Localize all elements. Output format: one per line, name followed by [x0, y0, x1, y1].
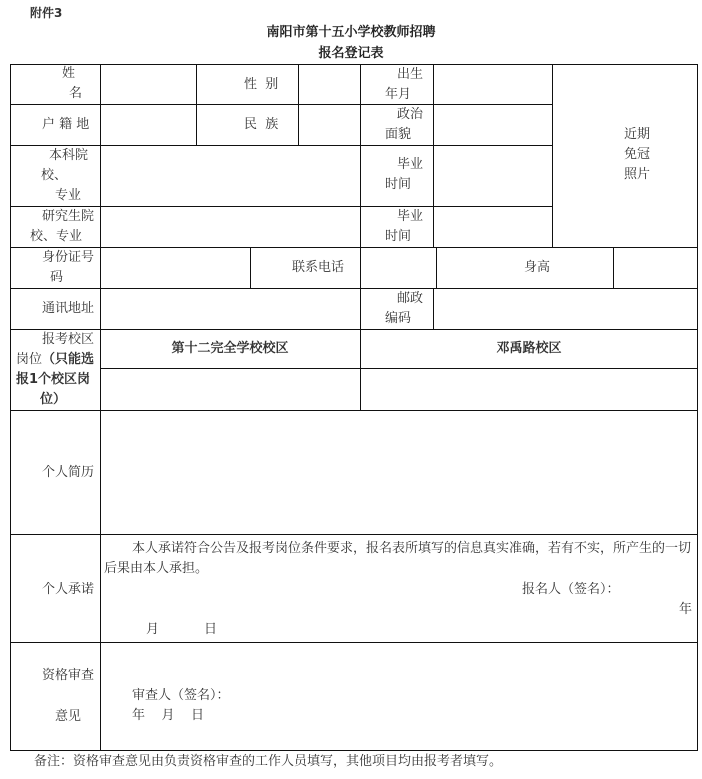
form-subtitle: 报名登记表 [318, 46, 384, 61]
label-birth-2: 年月 [385, 87, 412, 102]
grid-line [10, 104, 553, 105]
grid-line [433, 288, 434, 330]
grid-line [436, 247, 437, 289]
label-birth-1: 出生 [397, 67, 424, 82]
label-biye1-2: 时间 [385, 177, 412, 192]
label-gender: 性 别 [244, 77, 279, 92]
footnote: 备注：资格审查意见由负责资格审查的工作人员填写，其他项目均由报考者填写。 [34, 754, 503, 769]
grid-line [697, 64, 698, 751]
label-zhengzhi-2: 面貌 [385, 127, 412, 142]
campus-option-b: 邓禹路校区 [496, 341, 562, 356]
label-photo-3: 照片 [624, 167, 651, 182]
label-review-1: 资格审查 [42, 668, 95, 683]
label-pledge: 个人承诺 [42, 582, 95, 597]
label-yanjiu-2: 校、专业 [30, 229, 83, 244]
label-campus-4: 位） [40, 392, 67, 407]
pledge-text-2: 后果由本人承担。 [104, 561, 209, 576]
grid-line [433, 64, 434, 248]
label-zhengzhi-1: 政治 [397, 107, 424, 122]
grid-line [10, 329, 698, 330]
grid-line [552, 64, 553, 248]
label-address: 通讯地址 [42, 301, 95, 316]
grid-line [10, 534, 698, 535]
label-huji: 户 籍 地 [42, 117, 90, 132]
label-minzu: 民 族 [244, 117, 279, 132]
pledge-month: 月 [146, 622, 160, 637]
grid-line [298, 64, 299, 146]
grid-line [10, 410, 698, 411]
grid-line [196, 64, 197, 146]
label-idcard-1: 身份证号 [42, 250, 95, 265]
label-phone: 联系电话 [292, 260, 345, 275]
pledge-year: 年 [679, 602, 693, 617]
label-biye2-1: 毕业 [397, 209, 424, 224]
label-benke-1: 本科院 [49, 148, 89, 163]
grid-line [10, 750, 698, 751]
grid-line [10, 247, 698, 248]
pledge-text-1: 本人承诺符合公告及报考岗位条件要求，报名表所填写的信息真实准确，若有不实，所产生的一切 [132, 541, 692, 556]
pledge-signer: 报名人（签名）： [522, 582, 620, 597]
grid-line [100, 64, 101, 751]
label-campus-3: 报1个校区岗 [16, 372, 91, 387]
label-photo-2: 免冠 [624, 147, 651, 162]
form-title: 南阳市第十五小学校教师招聘 [266, 25, 436, 40]
label-idcard-2: 码 [50, 270, 64, 285]
label-resume: 个人简历 [42, 465, 95, 480]
grid-line [613, 247, 614, 289]
label-height: 身高 [524, 260, 551, 275]
grid-line [10, 642, 698, 643]
label-biye2-2: 时间 [385, 229, 412, 244]
label-name-2: 名 [69, 86, 83, 101]
grid-line [10, 64, 11, 751]
label-campus-1: 报考校区 [42, 332, 95, 347]
grid-line [10, 64, 698, 65]
attachment-label: 附件3 [30, 6, 63, 20]
grid-line [10, 145, 553, 146]
label-benke-3: 专业 [55, 188, 82, 203]
label-postcode-2: 编码 [385, 311, 412, 326]
label-benke-2: 校、 [41, 168, 68, 183]
campus-option-a: 第十二完全学校校区 [171, 341, 289, 356]
review-date: 年 月 日 [132, 708, 205, 723]
label-name-1: 姓 [62, 66, 76, 81]
label-postcode-1: 邮政 [397, 291, 424, 306]
label-campus-2: 岗位（只能选 [16, 352, 95, 367]
label-review-2: 意见 [55, 709, 82, 724]
label-photo-1: 近期 [624, 127, 651, 142]
label-yanjiu-1: 研究生院 [42, 209, 95, 224]
grid-line [250, 247, 251, 289]
review-signer: 审查人（签名）： [132, 688, 230, 703]
label-biye1-1: 毕业 [397, 157, 424, 172]
pledge-day: 日 [204, 622, 218, 637]
grid-line [10, 288, 698, 289]
grid-line [100, 368, 698, 369]
